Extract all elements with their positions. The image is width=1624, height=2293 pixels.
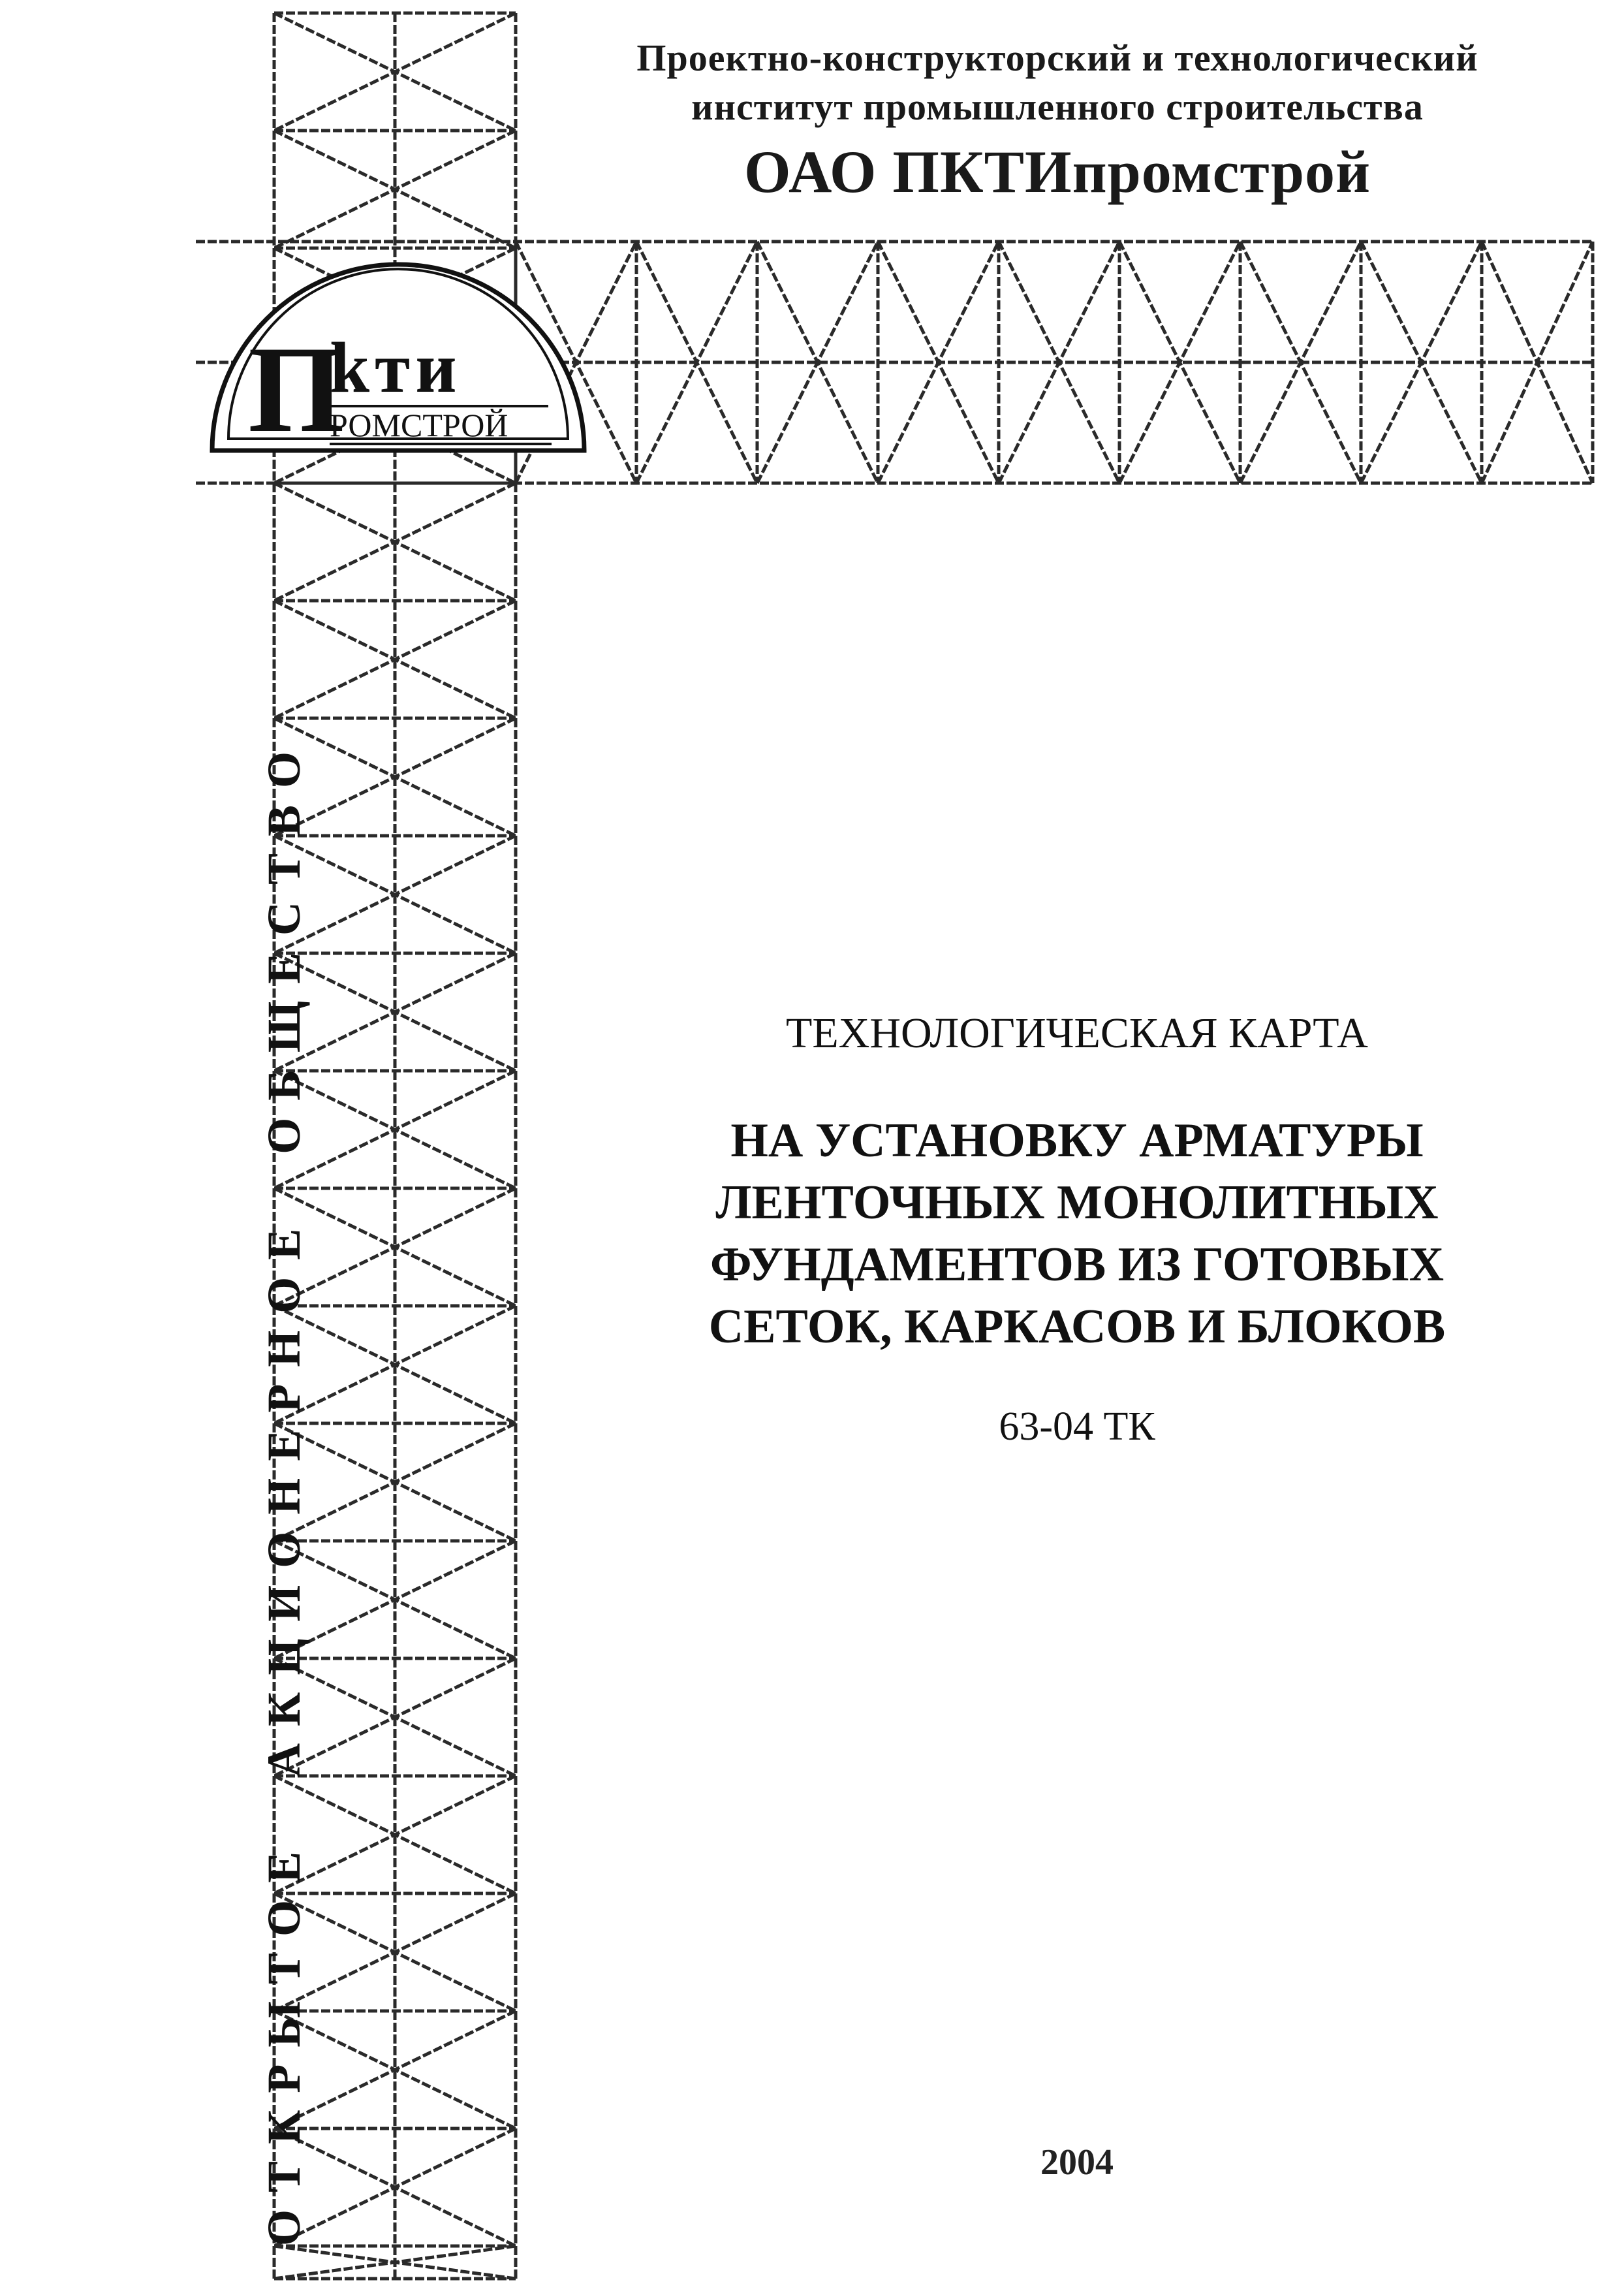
document-title-line-3: ФУНДАМЕНТОВ ИЗ ГОТОВЫХ [710,1238,1444,1291]
document-type: ТЕХНОЛОГИЧЕСКАЯ КАРТА [786,1009,1368,1057]
logo-initial: П [248,321,345,458]
document-code: 63-04 ТК [999,1404,1155,1449]
publication-year: 2004 [1040,2142,1114,2183]
institute-name-line-2: институт промышленного строительства [691,86,1424,128]
company-logo [212,264,584,458]
document-title-line-4: СЕТОК, КАРКАСОВ И БЛОКОВ [708,1300,1446,1353]
document-title-line-2: ЛЕНТОЧНЫХ МОНОЛИТНЫХ [715,1176,1439,1229]
document-title-line-1: НА УСТАНОВКУ АРМАТУРЫ [730,1114,1424,1167]
organization-name: ОАО ПКТИпромстрой [744,138,1371,205]
logo-subtitle: РОМСТРОЙ [330,407,508,443]
logo-letters: kти [330,328,462,407]
vertical-company-type-text: ОТКРЫТОЕ АКЦИОНЕРНОЕ ОБЩЕСТВО [258,734,310,2246]
vertical-company-type [258,483,310,2246]
institute-name-line-1: Проектно-конструкторский и технологический [636,37,1478,79]
